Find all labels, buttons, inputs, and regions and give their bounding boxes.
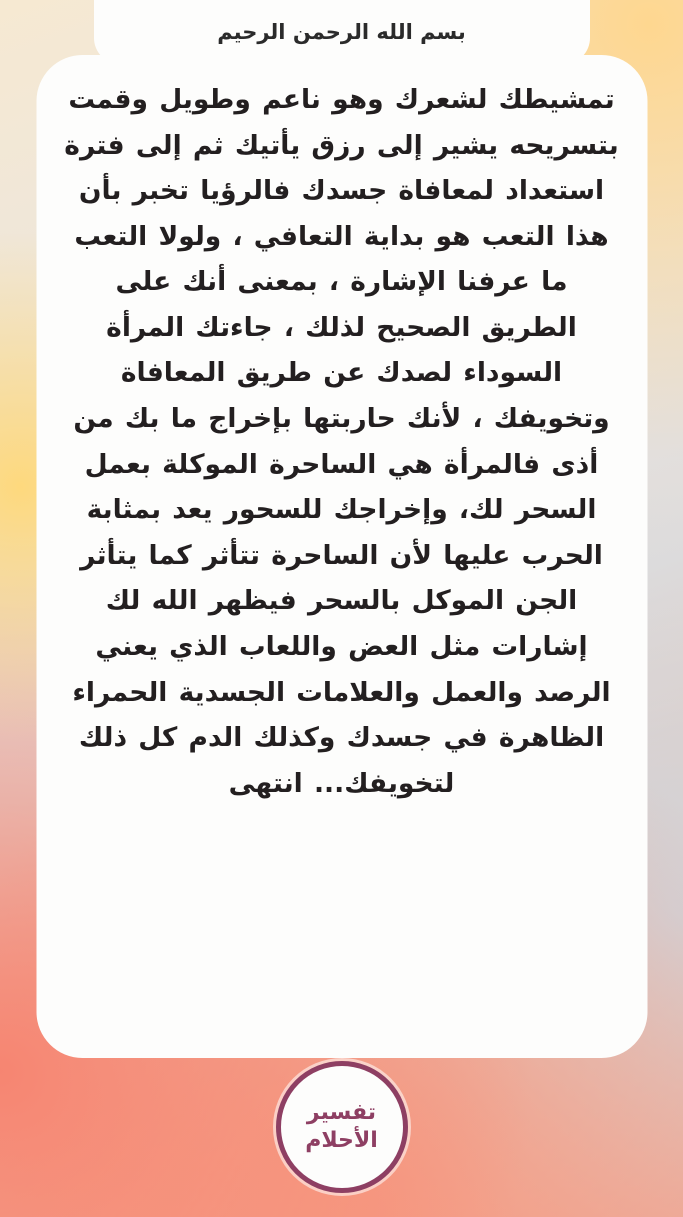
interpretation-paragraph: تمشيطك لشعرك وهو ناعم وطويل وقمت بتسريحه يشير إلى رزق يأتيك ثم إلى فترة استعداد لمعافاة جسدك فالرؤيا تخبر بأن هذا التعب هو بداية التعافي ، ولولا التعب ما عرفنا الإشارة ، بمعنى أنك على الطريق الصحيح لذلك ، جاءتك المرأة السوداء لصدك عن طريق المعافاة وتخويفك ، لأنك حاربتها بإخراج ما بك من أذى فالمرأة هي الساحرة الموكلة بعمل السحر لك، وإخراجك للسحور يعد بمثابة الحرب عليها لأن الساحرة تتأثر كما يتأثر الجن الموكل بالسحر فيظهر الله لك إشارات مثل العض واللعاب الذي يعني الرصد والعمل والعلامات الجسدية الحمراء الظاهرة في جسدك وكذلك الدم كل ذلك لتخويفك... انتهى <box>64 84 619 799</box>
badge-line-2: الأحلام <box>305 1128 378 1153</box>
brand-badge[interactable] <box>276 1061 408 1193</box>
badge-line-1: تفسير <box>306 1099 377 1125</box>
content-card <box>36 55 647 1058</box>
bismillah-text: بسم الله الرحمن الرحيم <box>217 20 466 44</box>
